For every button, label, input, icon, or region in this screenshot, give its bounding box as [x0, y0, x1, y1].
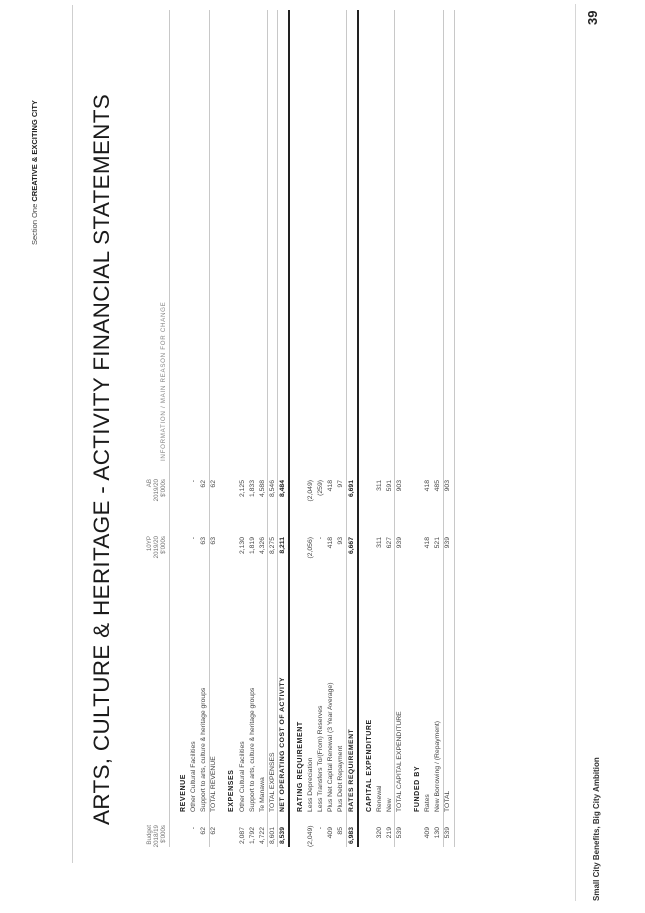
- ab-value: 418: [327, 480, 335, 492]
- row-label: Less Transfers To/(From) Reserves: [317, 705, 325, 812]
- section-heading-row: [366, 10, 375, 847]
- row-label: Plus Debt Repayment: [337, 745, 345, 812]
- budget-value: 539: [395, 827, 403, 839]
- ltp-value: 311: [375, 537, 383, 548]
- section-heading-row: [414, 10, 423, 847]
- total-divider: [346, 10, 347, 847]
- row-label: TOTAL CAPITAL EXPENDITURE: [395, 711, 403, 812]
- row-label: FUNDED BY: [414, 765, 421, 812]
- ab-value: 903: [444, 480, 452, 492]
- row-label: NET OPERATING COST OF ACTIVITY: [278, 676, 286, 812]
- row-label: New Borrowing / (Repayment): [434, 720, 442, 812]
- budget-value: -: [190, 827, 198, 830]
- budget-column-header: [146, 825, 168, 857]
- table-end-divider: [454, 10, 455, 847]
- total-row: [396, 10, 405, 847]
- budget-header-line-3: $'000s: [160, 825, 168, 844]
- row-label: EXPENSES: [228, 769, 236, 812]
- page-number: 39: [585, 10, 600, 25]
- ltp-header-line-2: 2019/20: [153, 536, 161, 559]
- budget-header-line-2: 2018/19: [153, 825, 161, 848]
- ab-value: 62: [200, 480, 208, 488]
- ab-header-line-2: 2019/20: [153, 479, 161, 502]
- row-label: Rates: [424, 794, 432, 812]
- footer-divider: [575, 4, 576, 901]
- ltp-header-line-1: 10YP: [146, 536, 153, 552]
- ab-value: 97: [337, 480, 345, 488]
- page-title: ARTS, CULTURE & HERITAGE - ACTIVITY FINANCIAL STATEMENTS: [89, 93, 114, 825]
- table-row: [424, 10, 433, 847]
- row-label: New: [385, 798, 393, 812]
- ab-value: 418: [424, 480, 432, 492]
- section-heading-row: [228, 10, 237, 847]
- budget-value: 219: [385, 827, 393, 839]
- ltp-value: 63: [200, 537, 208, 545]
- ltp-header-line-3: $'000s: [160, 536, 168, 555]
- ltp-value: 939: [444, 537, 452, 549]
- total-divider: [267, 10, 268, 847]
- row-label: Support to arts, culture & heritage groups: [248, 687, 256, 812]
- ltp-value: 8,275: [268, 537, 276, 555]
- budget-header-line-1: Budget: [146, 825, 153, 845]
- budget-value: 62: [210, 827, 218, 835]
- ltp-value: 63: [210, 537, 218, 545]
- total-row: [348, 10, 357, 847]
- ltp-column-header: [146, 536, 168, 570]
- budget-value: 85: [337, 827, 345, 835]
- ab-header-line-1: AB: [146, 479, 153, 488]
- ab-value: 8,484: [278, 480, 286, 498]
- table-row: [307, 10, 316, 847]
- table-row: [376, 10, 385, 847]
- ab-value: 6,691: [347, 480, 355, 498]
- ab-value: 2,125: [238, 480, 246, 498]
- ltp-value: 1,819: [248, 537, 256, 555]
- budget-value: 130: [434, 827, 442, 839]
- ltp-value: (2,056): [307, 537, 315, 559]
- ab-value: 485: [434, 480, 442, 492]
- row-label: Other Cultural Facilities: [238, 741, 246, 812]
- budget-value: 1,792: [248, 827, 256, 845]
- budget-value: 8,539: [278, 827, 286, 845]
- total-divider: [209, 10, 210, 847]
- ltp-value: 2,130: [238, 537, 246, 555]
- budget-value: 6,983: [347, 827, 355, 845]
- ltp-value: -: [317, 537, 325, 540]
- ab-column-header: [146, 479, 168, 513]
- budget-value: 2,087: [238, 827, 246, 845]
- ab-value: (2,049): [307, 480, 315, 502]
- table-row: [327, 10, 336, 847]
- row-label: TOTAL REVENUE: [210, 756, 218, 812]
- total-row: [210, 10, 219, 847]
- ltp-value: 6,667: [347, 537, 355, 555]
- budget-value: 409: [327, 827, 335, 839]
- table-row: [317, 10, 326, 847]
- row-label: TOTAL EXPENSES: [268, 752, 276, 812]
- ab-value: 591: [385, 480, 393, 492]
- ab-value: -: [190, 480, 198, 483]
- ltp-value: 93: [337, 537, 345, 545]
- budget-value: 320: [375, 827, 383, 839]
- ab-value: 62: [210, 480, 218, 488]
- section-name: CREATIVE & EXCITING CITY: [30, 100, 39, 202]
- budget-value: 539: [444, 827, 452, 839]
- ltp-value: 627: [385, 537, 393, 549]
- ltp-value: 8,211: [278, 537, 286, 554]
- total-divider: [277, 10, 278, 847]
- total-divider: [394, 10, 395, 847]
- footer-tagline: Small City Benefits, Big City Ambition: [592, 757, 601, 901]
- ab-value: 1,833: [248, 480, 256, 498]
- row-label: Te Manawa: [258, 777, 266, 812]
- budget-value: (2,049): [307, 825, 315, 847]
- row-label: TOTAL: [444, 790, 452, 812]
- ab-value: 311: [375, 480, 383, 491]
- ab-value: (259): [317, 480, 325, 496]
- info-column-header: INFORMATION / MAIN REASON FOR CHANGE: [160, 301, 167, 461]
- row-label: Support to arts, culture & heritage groups: [200, 687, 208, 812]
- ltp-value: 521: [434, 537, 442, 549]
- budget-value: 8,601: [268, 827, 276, 845]
- ltp-value: -: [190, 537, 198, 540]
- total-row: [444, 10, 453, 847]
- table-row: [249, 10, 258, 847]
- ltp-value: 4,326: [258, 537, 266, 555]
- section-heading-row: [297, 10, 306, 847]
- section-label: [30, 100, 39, 245]
- table-row: [239, 10, 248, 847]
- budget-value: -: [317, 827, 325, 830]
- budget-value: 409: [424, 827, 432, 839]
- ab-value: 8,546: [268, 480, 276, 498]
- ab-header-line-3: $'000s: [160, 479, 168, 498]
- row-label: Other Cultural Facilities: [190, 741, 198, 812]
- bold-total-divider: [288, 10, 290, 847]
- ltp-value: 418: [327, 537, 335, 549]
- ab-value: 903: [395, 480, 403, 492]
- row-label: Less Depreciation: [307, 757, 315, 812]
- section-prefix: Section One: [30, 203, 39, 245]
- ltp-value: 939: [395, 537, 403, 549]
- total-divider: [443, 10, 444, 847]
- row-label: REVENUE: [180, 773, 187, 812]
- budget-value: 62: [200, 827, 208, 835]
- row-label: Plus Net Capital Renewal (3 Year Average): [327, 682, 335, 812]
- row-label: Renewal: [375, 785, 383, 812]
- row-label: CAPITAL EXPENDITURE: [365, 719, 373, 812]
- bold-total-divider: [357, 10, 359, 847]
- total-row: [279, 10, 288, 847]
- section-heading-row: [180, 10, 189, 847]
- ltp-value: 418: [424, 537, 432, 549]
- table-row: [190, 10, 199, 847]
- ab-value: 4,588: [258, 480, 266, 498]
- header-divider: [72, 5, 73, 863]
- row-label: RATES REQUIREMENT: [347, 728, 355, 812]
- header-row-divider: [169, 10, 170, 847]
- row-label: RATING REQUIREMENT: [297, 721, 304, 812]
- budget-value: 4,722: [258, 827, 266, 845]
